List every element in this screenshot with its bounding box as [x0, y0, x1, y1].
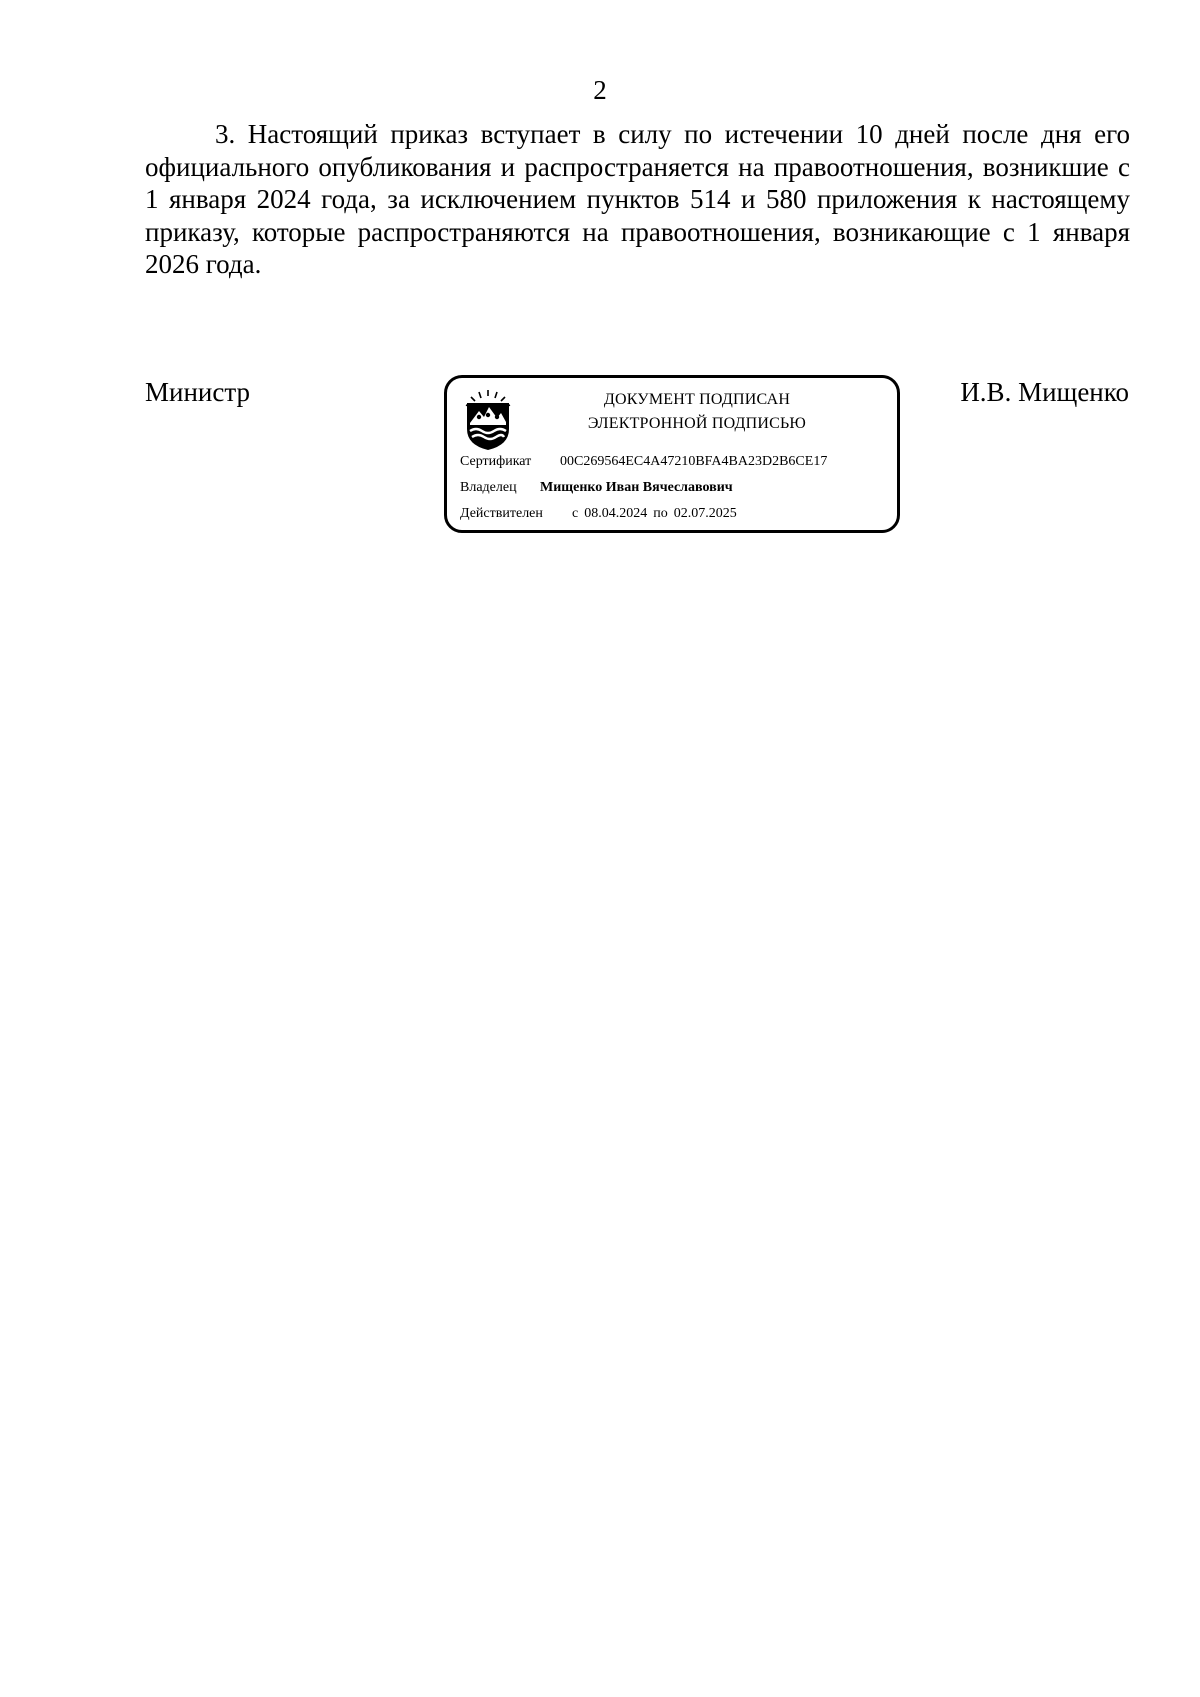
- owner-label: Владелец: [460, 480, 517, 495]
- signatory-name: И.В. Мищенко: [960, 377, 1129, 407]
- signatory-position: Министр: [145, 377, 250, 407]
- valid-to-date: 02.07.2025: [673, 506, 737, 521]
- certificate-value: 00C269564EC4A47210BFA4BA23D2B6CE17: [560, 454, 828, 469]
- valid-to-prefix: по: [653, 506, 668, 521]
- stamp-certificate-row: [460, 453, 827, 471]
- stamp-owner-row: [460, 479, 733, 497]
- order-paragraph: 3. Настоящий приказ вступает в силу по истечении 10 дней после дня его официального опубликования и распространяется на правоотношения, возникшие с 1 января 2024 года, за исключением пунктов 514 и 580 приложения к настоящему приказу, которые распространяются на правоотношения, возникающие с 1 января 2026 года.: [145, 119, 1130, 279]
- stamp-header-line2: ЭЛЕКТРОННОЙ ПОДПИСЬЮ: [587, 415, 807, 432]
- electronic-signature-stamp: [444, 375, 900, 533]
- valid-label: Действителен: [460, 506, 543, 521]
- valid-from-prefix: с: [572, 506, 579, 521]
- valid-from-date: 08.04.2024: [584, 506, 648, 521]
- regional-coat-of-arms-icon: [462, 389, 514, 451]
- stamp-validity-row: [460, 505, 737, 523]
- certificate-label: Сертификат: [460, 454, 532, 469]
- stamp-header-line1: ДОКУМЕНТ ПОДПИСАН: [603, 391, 791, 408]
- owner-value: Мищенко Иван Вячеславович: [540, 480, 733, 495]
- page-number: 2: [593, 75, 607, 105]
